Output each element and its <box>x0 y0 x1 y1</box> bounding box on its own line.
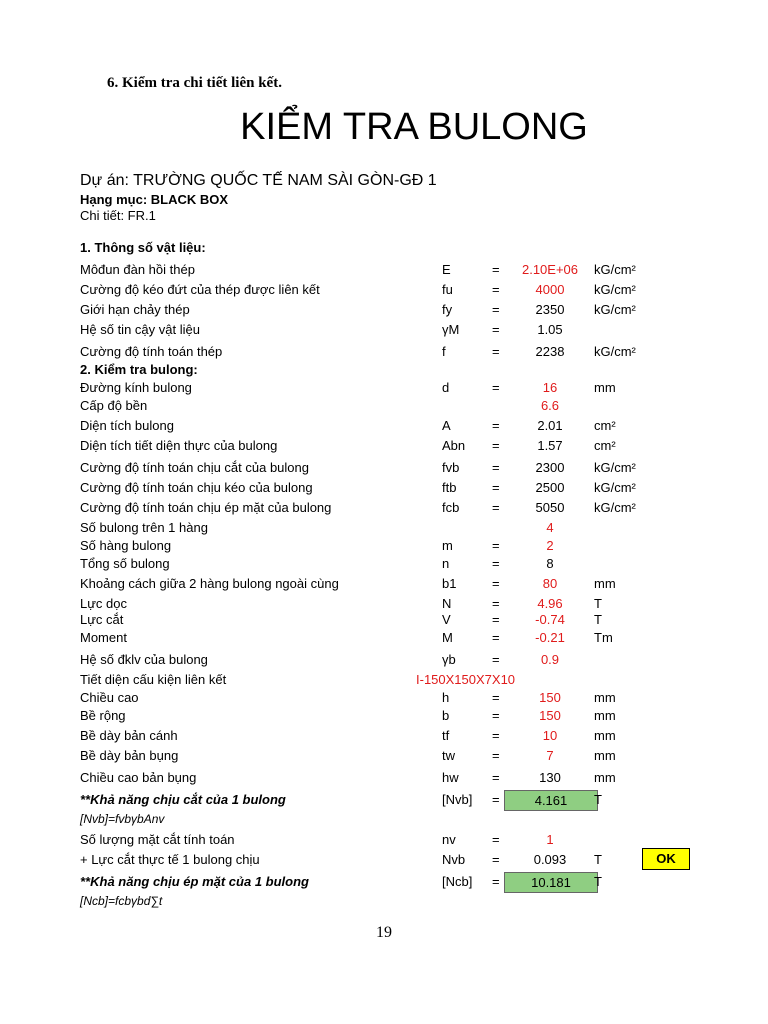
row-label: **Khả năng chịu cắt của 1 bulong <box>80 792 286 807</box>
table-row <box>0 874 768 894</box>
row-symbol: fu <box>442 282 453 297</box>
row-unit: kG/cm² <box>594 344 636 359</box>
row-symbol: nv <box>442 832 456 847</box>
row-value: 2.01 <box>537 418 563 433</box>
row-symbol: γb <box>442 652 456 667</box>
row-symbol: fcb <box>442 500 460 515</box>
row-symbol: Nvb <box>442 852 466 867</box>
detail-name: Chi tiết: FR.1 <box>80 208 156 223</box>
row-symbol: fvb <box>442 460 460 475</box>
row-unit: T <box>594 596 602 611</box>
row-symbol: tw <box>442 748 455 763</box>
row-label: Chiều cao bản bụng <box>80 770 197 785</box>
row-symbol: γM <box>442 322 460 337</box>
row-label: Lực cắt <box>80 612 124 627</box>
row-symbol: m <box>442 538 453 553</box>
row-label: Cường độ tính toán chịu kéo của bulong <box>80 480 313 495</box>
row-label: **Khả năng chịu ép mặt của 1 bulong <box>80 874 309 889</box>
row-symbol: M <box>442 630 453 645</box>
table-row <box>0 770 768 790</box>
section-heading: 6. Kiểm tra chi tiết liên kết. <box>107 75 282 91</box>
row-unit: mm <box>594 708 616 723</box>
row-value: 7 <box>546 748 554 763</box>
table-row <box>0 792 768 812</box>
row-label: + Lực cắt thực tế 1 bulong chịu <box>80 852 260 867</box>
table-row <box>0 630 768 650</box>
table-row <box>0 282 768 302</box>
table-row <box>0 460 768 480</box>
table-row <box>0 672 768 692</box>
row-label: Tiết diện cấu kiện liên kết <box>80 672 227 687</box>
row-value: 2238 <box>535 344 565 359</box>
row-label: Cường độ tính toán chịu cắt của bulong <box>80 460 309 475</box>
row-label: Cường độ tính toán chịu ép mặt của bulong <box>80 500 332 515</box>
row-label: Hệ số tin cậy vật liệu <box>80 322 200 337</box>
row-equals: = <box>492 770 500 785</box>
table-row <box>0 362 768 382</box>
row-value: 2350 <box>535 302 565 317</box>
table-row <box>0 576 768 596</box>
page-title: KIỂM TRA BULONG <box>240 106 588 148</box>
row-label: Diện tích tiết diện thực của bulong <box>80 438 278 453</box>
row-symbol: hw <box>442 770 459 785</box>
row-symbol: [Nvb] <box>442 792 473 807</box>
row-symbol: tf <box>442 728 450 743</box>
row-value: 8 <box>546 556 554 571</box>
row-unit: Tm <box>594 630 613 645</box>
row-value: 2 <box>546 538 554 553</box>
row-value: -0.74 <box>535 612 565 627</box>
row-label: Tổng số bulong <box>80 556 170 571</box>
row-equals: = <box>492 874 500 889</box>
row-unit: cm² <box>594 418 616 433</box>
table-row <box>0 690 768 710</box>
row-value: 4000 <box>535 282 565 297</box>
row-label: Hệ số đklv của bulong <box>80 652 208 667</box>
row-equals: = <box>492 708 500 723</box>
row-unit: T <box>594 612 602 627</box>
row-label: 2. Kiểm tra bulong: <box>80 362 198 377</box>
row-value: 4.96 <box>537 596 563 611</box>
row-equals: = <box>492 460 500 475</box>
row-equals: = <box>492 748 500 763</box>
table-row <box>0 708 768 728</box>
row-equals: = <box>492 728 500 743</box>
table-row <box>0 612 768 632</box>
row-value: 5050 <box>535 500 565 515</box>
row-equals: = <box>492 630 500 645</box>
row-value: 16 <box>542 380 558 395</box>
row-value: -0.21 <box>535 630 565 645</box>
row-equals: = <box>492 418 500 433</box>
row-label: Cường độ kéo đứt của thép được liên kết <box>80 282 320 297</box>
row-equals: = <box>492 500 500 515</box>
row-equals: = <box>492 262 500 277</box>
row-value: 10 <box>542 728 558 743</box>
project-name: Dự án: TRƯỜNG QUỐC TẾ NAM SÀI GÒN-GĐ 1 <box>80 172 437 189</box>
row-unit: kG/cm² <box>594 262 636 277</box>
row-unit: mm <box>594 576 616 591</box>
table-row <box>0 380 768 400</box>
row-symbol: n <box>442 556 450 571</box>
row-equals: = <box>492 596 500 611</box>
table-row <box>0 262 768 282</box>
row-unit: mm <box>594 728 616 743</box>
row-equals: = <box>492 480 500 495</box>
table-row <box>0 398 768 418</box>
row-value: 150 <box>539 708 561 723</box>
row-symbol: Abn <box>442 438 466 453</box>
row-value: 1.05 <box>537 322 563 337</box>
row-symbol: E <box>442 262 451 277</box>
row-unit: T <box>594 874 602 889</box>
row-equals: = <box>492 576 500 591</box>
row-symbol: ftb <box>442 480 457 495</box>
row-label: Bề dày bản cánh <box>80 728 178 743</box>
row-unit: mm <box>594 770 616 785</box>
row-equals: = <box>492 832 500 847</box>
row-equals: = <box>492 380 500 395</box>
row-value: 2.10E+06 <box>521 262 579 277</box>
row-value: 0.093 <box>533 852 567 867</box>
row-unit: mm <box>594 748 616 763</box>
table-row <box>0 652 768 672</box>
row-equals: = <box>492 556 500 571</box>
table-row <box>0 418 768 438</box>
row-label: Khoảng cách giữa 2 hàng bulong ngoài cùng <box>80 576 339 591</box>
row-symbol: [Ncb] <box>442 874 473 889</box>
row-value: 0.9 <box>540 652 560 667</box>
table-row <box>0 894 768 914</box>
row-unit: mm <box>594 690 616 705</box>
row-symbol: f <box>442 344 446 359</box>
table-row <box>0 322 768 342</box>
row-value: 2300 <box>535 460 565 475</box>
row-value: 80 <box>542 576 558 591</box>
table-row <box>0 812 768 832</box>
row-value: 1 <box>546 832 554 847</box>
table-row <box>0 748 768 768</box>
row-equals: = <box>492 852 500 867</box>
row-label: Moment <box>80 630 127 645</box>
row-label: 1. Thông số vật liệu: <box>80 240 206 255</box>
row-unit: T <box>594 792 602 807</box>
row-unit: T <box>594 852 602 867</box>
row-label: Môđun đàn hồi thép <box>80 262 195 277</box>
row-equals: = <box>492 792 500 807</box>
row-equals: = <box>492 282 500 297</box>
row-value: 130 <box>539 770 561 785</box>
row-unit: cm² <box>594 438 616 453</box>
table-row <box>0 480 768 500</box>
row-label: Bề rộng <box>80 708 126 723</box>
row-equals: = <box>492 652 500 667</box>
row-unit: kG/cm² <box>594 460 636 475</box>
row-label: Diện tích bulong <box>80 418 174 433</box>
row-value: 10.181 <box>504 872 598 893</box>
row-label: Số hàng bulong <box>80 538 172 553</box>
table-row <box>0 728 768 748</box>
row-value: 1.57 <box>537 438 563 453</box>
row-label: Chiều cao <box>80 690 139 705</box>
row-value: 4 <box>546 520 554 535</box>
row-equals: = <box>492 690 500 705</box>
category-name: Hạng mục: BLACK BOX <box>80 192 229 207</box>
row-label: Giới hạn chảy thép <box>80 302 190 317</box>
table-row <box>0 538 768 558</box>
row-symbol: V <box>442 612 451 627</box>
row-equals: = <box>492 344 500 359</box>
row-unit: kG/cm² <box>594 302 636 317</box>
row-value: 150 <box>539 690 561 705</box>
row-equals: = <box>492 612 500 627</box>
row-unit: kG/cm² <box>594 480 636 495</box>
row-symbol: A <box>442 418 451 433</box>
row-label: Cường độ tính toán thép <box>80 344 223 359</box>
row-equals: = <box>492 322 500 337</box>
row-unit: kG/cm² <box>594 500 636 515</box>
table-row <box>0 556 768 576</box>
table-row <box>0 302 768 322</box>
table-row <box>0 344 768 364</box>
row-label: Số lượng mặt cắt tính toán <box>80 832 235 847</box>
row-value: I-150X150X7X10 <box>416 672 516 687</box>
row-equals: = <box>492 538 500 553</box>
row-label: Đường kính bulong <box>80 380 192 395</box>
row-value: 2500 <box>535 480 565 495</box>
row-symbol: h <box>442 690 450 705</box>
row-label: Số bulong trên 1 hàng <box>80 520 208 535</box>
row-symbol: b1 <box>442 576 457 591</box>
table-row <box>0 500 768 520</box>
row-symbol: N <box>442 596 452 611</box>
row-value: 6.6 <box>540 398 560 413</box>
table-row <box>0 438 768 458</box>
table-row <box>0 520 768 540</box>
table-row <box>0 240 768 260</box>
row-unit: kG/cm² <box>594 282 636 297</box>
row-value: 4.161 <box>504 790 598 811</box>
row-label: Lực dọc <box>80 596 128 611</box>
row-unit: mm <box>594 380 616 395</box>
row-equals: = <box>492 438 500 453</box>
row-label: [Nvb]=fvbγbAnv <box>80 812 165 826</box>
row-symbol: b <box>442 708 450 723</box>
row-label: Cấp độ bền <box>80 398 148 413</box>
page-number: 19 <box>376 924 392 941</box>
row-label: [Ncb]=fcbγbd∑t <box>80 894 163 908</box>
row-symbol: d <box>442 380 450 395</box>
row-symbol: fy <box>442 302 453 317</box>
row-equals: = <box>492 302 500 317</box>
ok-status-badge: OK <box>642 848 690 870</box>
row-label: Bề dày bản bụng <box>80 748 179 763</box>
